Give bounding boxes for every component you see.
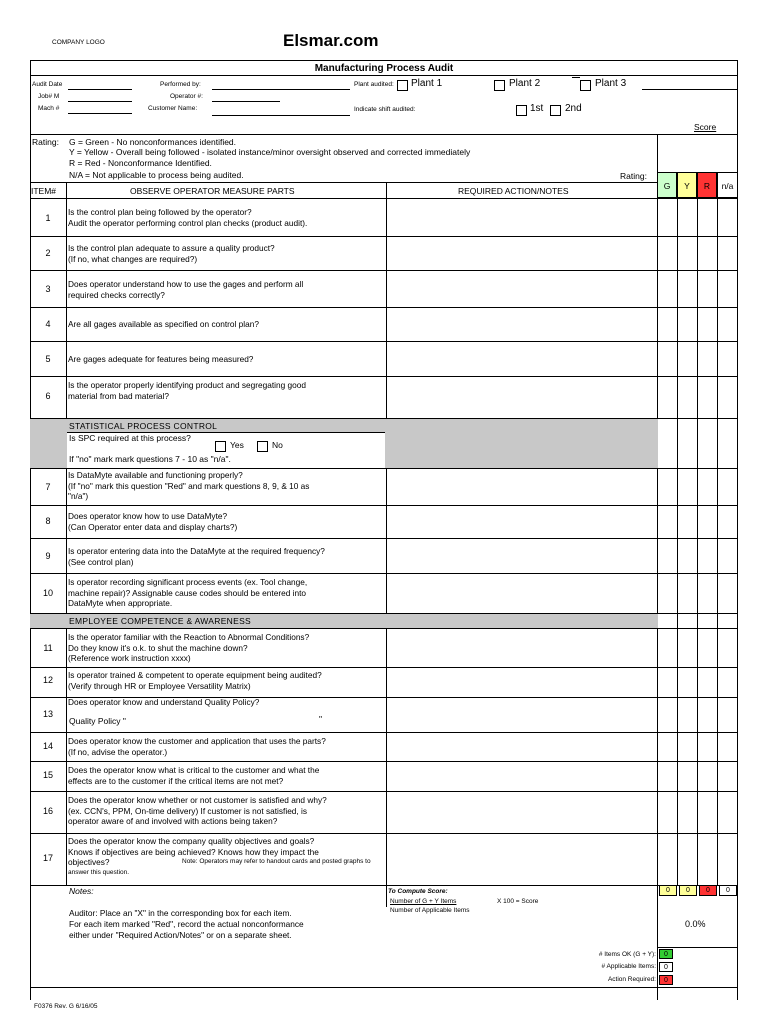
applicable-items-label: # Applicable Items: <box>601 963 656 970</box>
col-item: ITEM# <box>31 186 57 196</box>
notes-title: Notes: <box>69 886 94 896</box>
operator-label: Operator #: <box>170 93 203 100</box>
plant-3-label: Plant 3 <box>595 78 627 89</box>
item-question: Does the operator know what is critical to the customer and what the effects are to the customer if the critical items are not met? <box>68 765 320 786</box>
spc-yes-label: Yes <box>230 440 244 450</box>
score-label: Score <box>694 122 717 132</box>
spc-note: If "no" mark mark questions 7 - 10 as "n/a". <box>69 454 231 464</box>
spc-no-checkbox[interactable] <box>257 439 268 457</box>
item-question: Is the operator familiar with the Reaction to Abnormal Conditions? Do they know it's o.k. to shut the machine down? (Reference work instruction xxxx) <box>68 632 310 663</box>
item-number: 3 <box>45 284 51 294</box>
item-question: Is the control plan adequate to assure a quality product? (If no, what changes are required?) <box>68 243 275 264</box>
item-question: Is DataMyte available and functioning properly? (If "no" mark this question "Red" and mark questions 8, 9, & 10 as "n/a") <box>68 470 310 501</box>
plant-2-checkbox[interactable] <box>494 78 505 96</box>
col-g: G <box>657 172 677 198</box>
plant-2-label: Plant 2 <box>509 78 541 89</box>
item-number: 12 <box>42 675 53 685</box>
spc-no-label: No <box>272 440 283 450</box>
total-na: 0 <box>719 885 737 896</box>
operator-field[interactable] <box>212 101 280 102</box>
notes-body: Auditor: Place an "X" in the corresponding box for each item. For each item marked "Red", record the actual nonconformance either under "Required Action/Notes" or on a separate sheet. <box>69 908 304 940</box>
compute-numerator: Number of G + Y Items <box>390 898 457 905</box>
site-title: Elsmar.com <box>283 31 379 50</box>
job-field[interactable] <box>68 101 132 102</box>
item-question: Does operator know how to use DataMyte? (Can Operator enter data and display charts?) <box>68 511 238 532</box>
item-question: Are gages adequate for features being measured? <box>68 354 254 364</box>
col-required: REQUIRED ACTION/NOTES <box>458 186 569 196</box>
item-number: 15 <box>42 770 53 780</box>
total-r: 0 <box>699 885 717 896</box>
action-required-label: Action Required: <box>607 976 656 983</box>
customer-name-label: Customer Name: <box>148 105 198 112</box>
rating-yellow-line: Y = Yellow - Overall being followed - isolated instance/minor oversight observed and corrected immediately <box>69 147 471 157</box>
col-r: R <box>697 172 717 198</box>
shift-2nd-checkbox[interactable] <box>550 103 561 121</box>
total-y: 0 <box>679 885 697 896</box>
audit-date-field[interactable] <box>68 89 132 90</box>
spc-title: STATISTICAL PROCESS CONTROL <box>69 421 218 431</box>
item-question: Are all gages available as specified on control plan? <box>68 319 259 329</box>
performed-by-field[interactable] <box>212 89 350 90</box>
item-question: Is operator entering data into the DataMyte at the required frequency? (See control plan) <box>68 546 325 567</box>
employee-title: EMPLOYEE COMPETENCE & AWARENESS <box>69 616 252 626</box>
item-number: 1 <box>45 213 51 223</box>
item-question: Does operator know the customer and application that uses the parts? (If no, advise the operator.) <box>68 736 326 757</box>
rating-label: Rating: <box>32 137 59 147</box>
mach-field[interactable] <box>68 113 132 114</box>
form-footer: F0376 Rev. G 6/16/05 <box>34 1003 98 1010</box>
item-number: 13 <box>42 709 53 719</box>
plant-3-checkbox[interactable] <box>580 78 591 96</box>
audit-date-label: Audit Date <box>32 81 63 88</box>
shift-1st-checkbox[interactable] <box>516 103 527 121</box>
item-number: 2 <box>45 248 51 258</box>
item-number: 14 <box>42 741 53 751</box>
rating-na-line: N/A = Not applicable to process being audited. <box>69 170 244 180</box>
q17-note-text: Note: Operators may refer to handout cards and posted graphs to answer this question. <box>68 858 371 876</box>
item-question: Is the operator properly identifying product and segregating good material from bad material? <box>68 380 307 401</box>
item-number: 7 <box>45 482 51 492</box>
item-number: 9 <box>45 551 51 561</box>
item-question: Is operator recording significant process events (ex. Tool change, machine repair)? Assignable cause codes should be entered into DataMyte when appropriate. <box>68 577 308 608</box>
item-number: 11 <box>43 643 53 653</box>
item-number: 17 <box>42 853 53 863</box>
applicable-items-value: 0 <box>659 962 673 972</box>
rating-green-line: G = Green - No nonconformances identified. <box>69 137 237 147</box>
performed-by-label: Performed by: <box>160 81 201 88</box>
form-title: Manufacturing Process Audit <box>314 63 454 74</box>
mach-label: Mach # <box>38 105 60 112</box>
total-g: 0 <box>659 885 677 896</box>
job-label: Job# M <box>38 93 60 100</box>
items-ok-value: 0 <box>659 949 673 959</box>
score-value: 0.0% <box>685 919 706 929</box>
rating-right-label: Rating: <box>620 171 647 181</box>
shift-2nd-label: 2nd <box>565 103 582 114</box>
compute-times: X 100 = Score <box>497 898 539 905</box>
plant-audited-label: Plant audited: <box>354 81 394 88</box>
company-logo: COMPANY LOGO <box>52 39 105 46</box>
item-question: Does the operator know whether or not customer is satisfied and why? (ex. CCN's, PPM, On-time delivery) If customer is not satisfied, is operator aware of and involved with actions being taken? <box>68 795 327 826</box>
item-question: Does the operator know the company quality objectives and goals? Knows if objectives are being achieved? Knows how they impact the objectives? <box>68 836 319 867</box>
plant-1-checkbox[interactable] <box>397 78 408 96</box>
shift-1st-label: 1st <box>530 103 544 114</box>
plant-1-label: Plant 1 <box>411 78 443 89</box>
compute-title: To Compute Score: <box>388 888 448 895</box>
col-observe: OBSERVE OPERATOR MEASURE PARTS <box>130 186 295 196</box>
item-number: 16 <box>42 806 53 816</box>
item-question: Is the control plan being followed by the operator? Audit the operator performing control plan checks (product audit). <box>68 207 308 228</box>
item-question: Does operator know and understand Quality Policy? <box>68 697 260 707</box>
quality-policy-quote: " <box>319 714 323 724</box>
item-number: 4 <box>45 319 51 329</box>
col-y: Y <box>677 172 697 198</box>
quality-policy: Quality Policy " <box>69 716 126 726</box>
shift-audited-label: Indicate shift audited: <box>354 106 416 113</box>
spc-question: Is SPC required at this process? <box>69 433 191 443</box>
item-number: 8 <box>45 516 51 526</box>
items-ok-label: # Items OK (G + Y): <box>598 951 656 958</box>
item-number: 10 <box>42 588 53 598</box>
rating-red-line: R = Red - Nonconformance Identified. <box>69 158 212 168</box>
action-required-value: 0 <box>659 975 673 985</box>
col-na: n/a <box>717 172 738 198</box>
compute-denominator: Number of Applicable Items <box>390 907 470 914</box>
item-question: Does operator understand how to use the gages and perform all required checks correctly? <box>68 279 304 300</box>
item-number: 5 <box>45 354 51 364</box>
customer-name-field[interactable] <box>212 115 350 116</box>
item-question: Is operator trained & competent to operate equipment being audited? (Verify through HR or Employee Versatility Matrix) <box>68 670 322 691</box>
item-number: 6 <box>45 391 51 401</box>
